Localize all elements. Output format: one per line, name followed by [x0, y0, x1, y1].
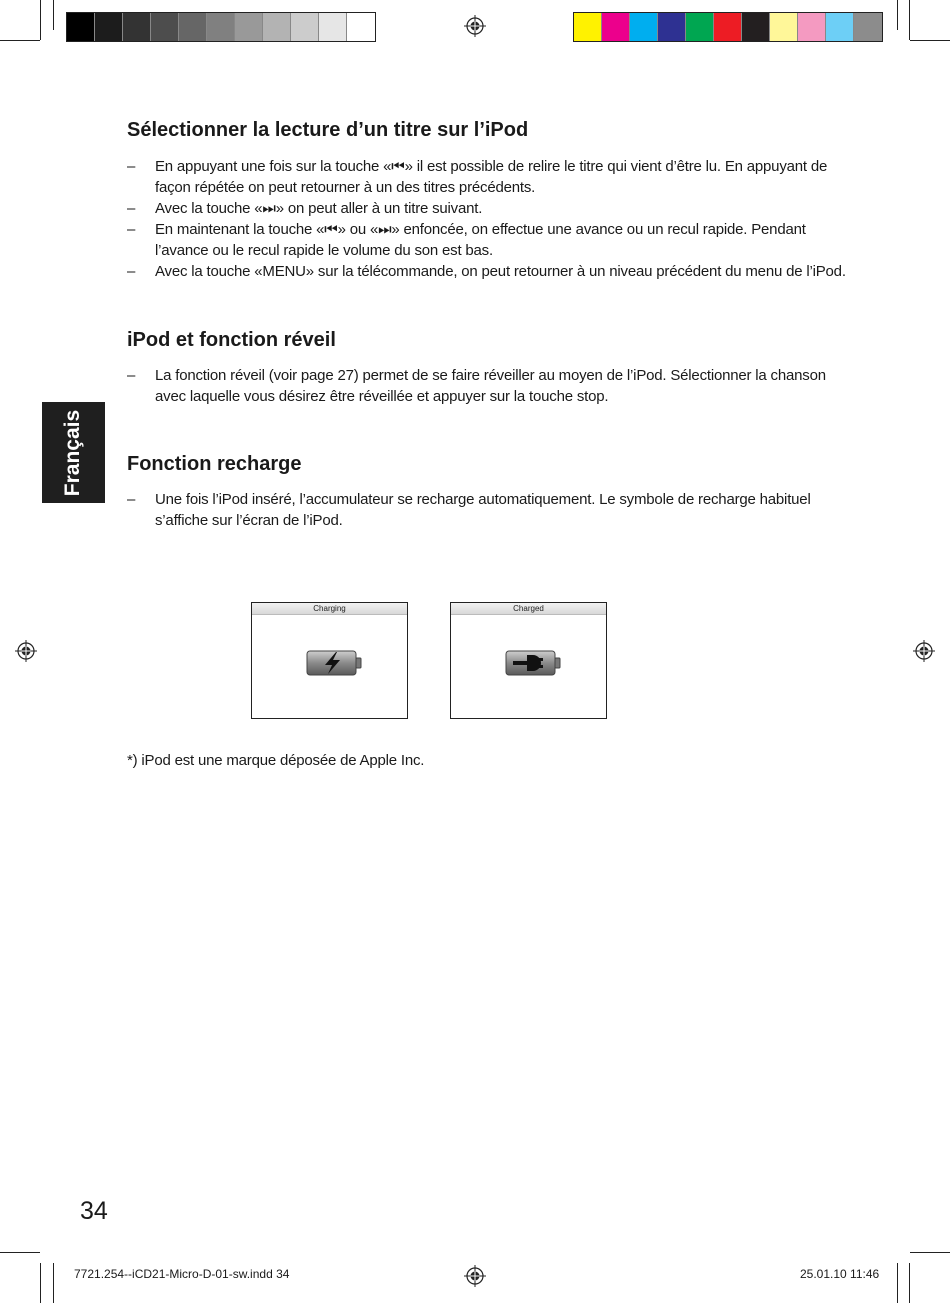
list-item-text: En maintenant la touche «⏮» ou «⏭» enfoncée, on effectue une avance ou un recul rapide. Pendant l’avance ou le recul rapide le volume du son est bas.	[155, 221, 806, 259]
list-marker: –	[127, 221, 136, 238]
section-heading-track-selection: Sélectionner la lecture d’un titre sur l’iPod	[127, 119, 529, 141]
list-item	[127, 219, 857, 261]
color-swatch	[602, 13, 630, 41]
list-item-text: Une fois l’iPod inséré, l’accumulateur se recharge automatiquement. Le symbole de recharge habituel s’affiche sur l’écran de l’iPod.	[155, 491, 811, 529]
color-swatch	[291, 13, 319, 41]
color-swatch	[67, 13, 95, 41]
registration-mark-icon	[464, 1265, 486, 1287]
screen-title: Charging	[252, 603, 407, 615]
color-swatch	[798, 13, 826, 41]
crop-mark	[0, 1252, 40, 1253]
list-marker: –	[127, 158, 136, 175]
list-item	[127, 198, 857, 219]
list-marker: –	[127, 491, 136, 508]
crop-mark	[0, 40, 40, 41]
color-swatch	[347, 13, 375, 41]
crop-mark	[53, 1263, 54, 1303]
slug-date: 25.01.10 11:46	[800, 1267, 880, 1281]
registration-mark-icon	[464, 15, 486, 37]
list-item	[127, 261, 857, 282]
crop-mark	[909, 1263, 910, 1303]
screen-title: Charged	[451, 603, 606, 615]
crop-mark	[53, 0, 54, 30]
language-tab	[42, 402, 105, 503]
crop-mark	[909, 0, 910, 40]
list-item	[127, 489, 857, 531]
ipod-screen-charging	[251, 602, 408, 719]
list-item	[127, 365, 857, 407]
track-selection-list	[127, 156, 857, 282]
color-swatch	[95, 13, 123, 41]
color-swatch	[658, 13, 686, 41]
section-heading-charging: Fonction recharge	[127, 453, 302, 475]
color-swatch	[742, 13, 770, 41]
color-swatch	[770, 13, 798, 41]
color-swatch	[714, 13, 742, 41]
footnote: *) iPod est une marque déposée de Apple Inc.	[127, 752, 425, 769]
lightning-battery-icon	[306, 650, 362, 676]
plug-battery-icon	[505, 650, 561, 676]
color-swatch	[686, 13, 714, 41]
color-swatch	[574, 13, 602, 41]
section-heading-alarm: iPod et fonction réveil	[127, 329, 336, 351]
color-swatch	[123, 13, 151, 41]
list-item-text: Avec la touche «⏭» on peut aller à un titre suivant.	[155, 200, 483, 217]
crop-mark	[40, 0, 41, 40]
list-item	[127, 156, 857, 198]
registration-mark-icon	[15, 640, 37, 662]
color-swatch	[235, 13, 263, 41]
language-tab-label: Français	[61, 409, 85, 496]
slug-filename: 7721.254--iCD21-Micro-D-01-sw.indd 34	[74, 1267, 290, 1281]
list-item-text: Avec la touche «MENU» sur la télécommande, on peut retourner à un niveau précédent du menu de l’iPod.	[155, 263, 846, 280]
list-item-text: La fonction réveil (voir page 27) permet de se faire réveiller au moyen de l’iPod. Sélectionner la chanson avec laquelle vous désirez être réveillée et appuyer sur la touche stop.	[155, 367, 826, 405]
color-swatch	[854, 13, 882, 41]
list-marker: –	[127, 200, 136, 217]
color-swatch	[151, 13, 179, 41]
color-swatch	[630, 13, 658, 41]
list-marker: –	[127, 263, 136, 280]
list-item-text: En appuyant une fois sur la touche «⏮» il est possible de relire le titre qui vient d’être lu. En appuyant de façon répétée on peut retourner à un des titres précédents.	[155, 158, 828, 196]
color-swatch	[179, 13, 207, 41]
crop-mark	[910, 1252, 950, 1253]
charging-list	[127, 489, 857, 531]
crop-mark	[40, 1263, 41, 1303]
page-number: 34	[80, 1197, 108, 1225]
registration-mark-icon	[913, 640, 935, 662]
alarm-list	[127, 365, 857, 407]
crop-mark	[897, 1263, 898, 1303]
color-swatch	[319, 13, 347, 41]
crop-mark	[910, 40, 950, 41]
process-color-bar	[573, 12, 883, 42]
list-marker: –	[127, 367, 136, 384]
gray-color-bar	[66, 12, 376, 42]
crop-mark	[897, 0, 898, 30]
color-swatch	[263, 13, 291, 41]
ipod-screen-charged	[450, 602, 607, 719]
color-swatch	[826, 13, 854, 41]
color-swatch	[207, 13, 235, 41]
